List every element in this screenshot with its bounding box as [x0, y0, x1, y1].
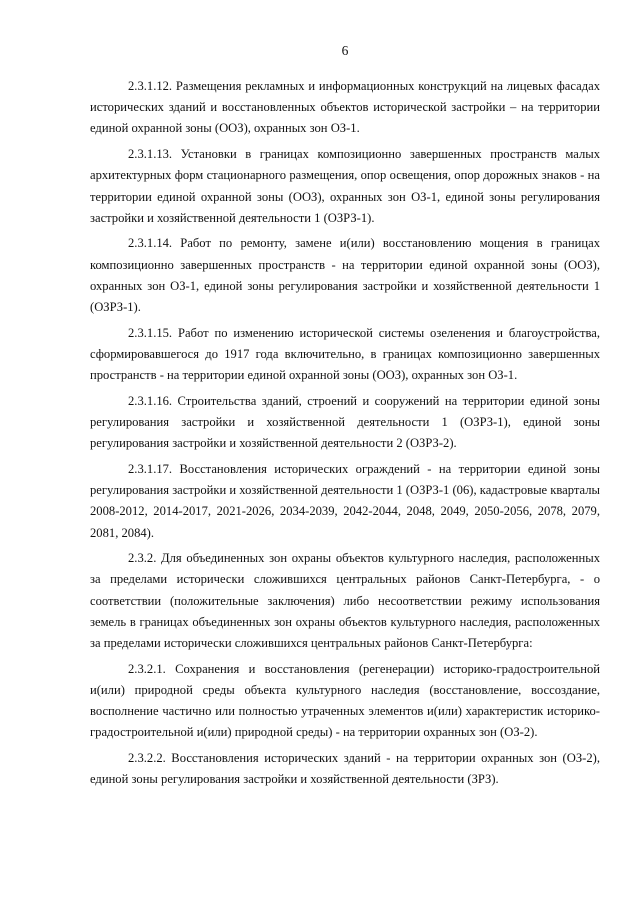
paragraph-2-3-1-14: 2.3.1.14. Работ по ремонту, замене и(или) восстановлению мощения в границах композиционно завершенных пространств - на территории единой охранной зоны (ООЗ), охранных зон ОЗ-1, единой зоны регулирования застройки и хозяйственной деятельности 1 (ОЗРЗ-1). [90, 236, 600, 315]
paragraph-2-3-1-13: 2.3.1.13. Установки в границах композиционно завершенных пространств малых архитектурных форм стационарного размещения, опор освещения, опор дорожных знаков - на территории единой охранной зоны (ООЗ), охранных зон ОЗ-1, единой зоны регулирования застройки и хозяйственной деятельности 1 (ОЗРЗ-1). [90, 147, 600, 225]
paragraph-2-3-2-1: 2.3.2.1. Сохранения и восстановления (регенерации) историко-градостроительной и(или) природной среды объекта культурного наследия (восстановление, воссоздание, восполнение частично или полностью утраченных элементов и(или) характеристик историко-градостроительной и(или) природной среды) - на территории охранных зон (ОЗ-2). [90, 661, 600, 740]
page-number: 6 [341, 43, 349, 58]
paragraph-2-3-2: 2.3.2. Для объединенных зон охраны объектов культурного наследия, расположенных за пределами исторически сложившихся центральных районов Санкт-Петербурга, - о соответствии (положительные заключения) либо несоответствии режиму использования земель в границах объединенных зон охраны объектов культурного наследия, расположенных за пределами исторически сложившихся центральных районов Санкт-Петербурга: [90, 551, 600, 651]
paragraph-2-3-2-2: 2.3.2.2. Восстановления исторических зданий - на территории охранных зон (ОЗ-2), единой зоны регулирования застройки и хозяйственной деятельности (ЗРЗ). [90, 751, 600, 787]
paragraph-2-3-1-15: 2.3.1.15. Работ по изменению исторической системы озеленения и благоустройства, сформировавшегося до 1917 года включительно, в границах композиционно завершенных пространств - на территории единой охранной зоны (ООЗ), охранных зон ОЗ-1. [90, 325, 600, 383]
paragraph-2-3-1-16: 2.3.1.16. Строительства зданий, строений и сооружений на территории единой зоны регулирования застройки и хозяйственной деятельности 1 (ОЗРЗ-1), единой зоны регулирования застройки и хозяйственной деятельности 2 (ОЗРЗ-2). [90, 393, 600, 451]
paragraph-2-3-1-12: 2.3.1.12. Размещения рекламных и информационных конструкций на лицевых фасадах исторических зданий и восстановленных объектов исторической застройки – на территории единой охранной зоны (ООЗ), охранных зон ОЗ-1. [90, 79, 600, 136]
paragraph-2-3-1-17: 2.3.1.17. Восстановления исторических ограждений - на территории единой зоны регулирования застройки и хозяйственной деятельности 1 (ОЗРЗ-1 (06), кадастровые кварталы 2008-2012, 2014-2017, 2021-2026, 2034-2039, 2042-2044, 2048, 2049, 2050-2056, 2078, 2079, 2081, 2084). [90, 461, 600, 540]
